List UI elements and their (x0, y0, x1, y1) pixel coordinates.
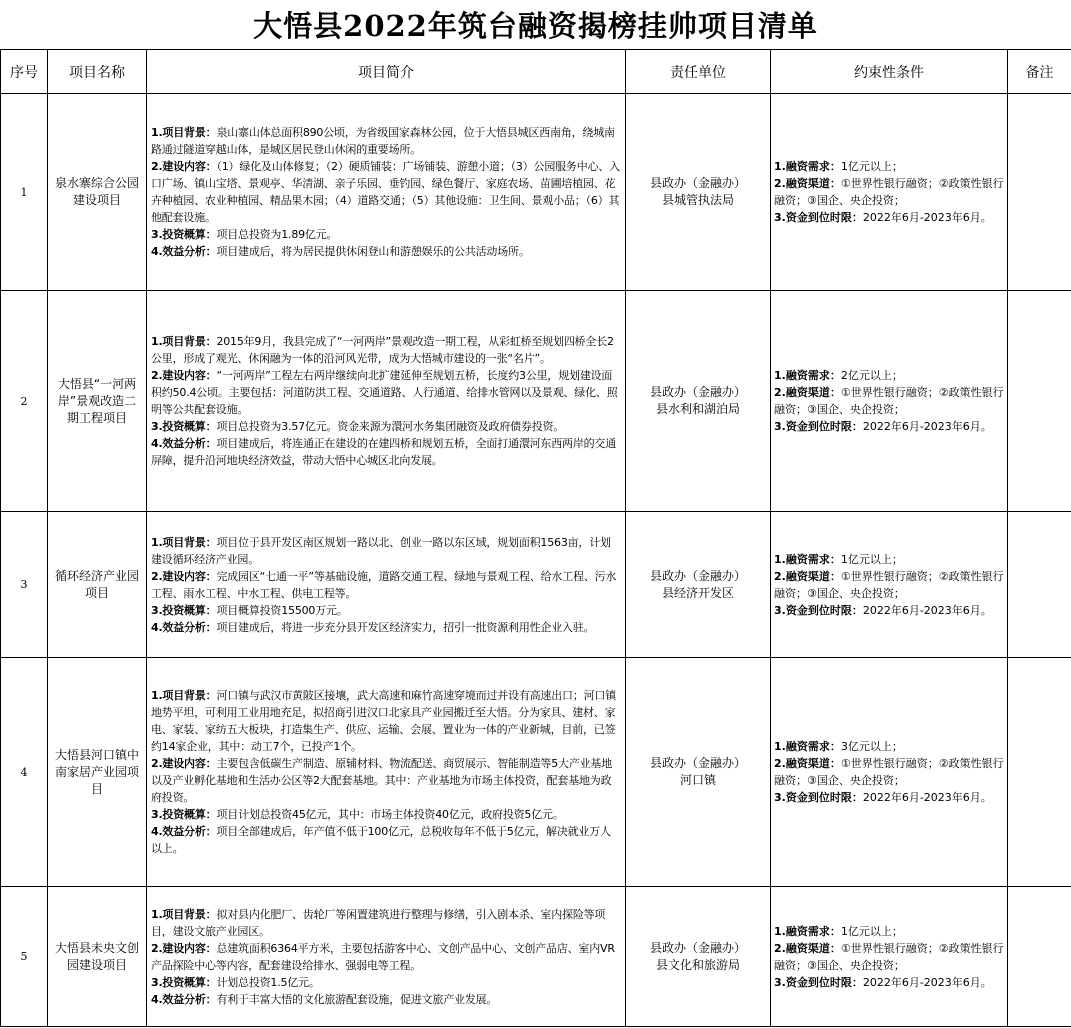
cell-note (1008, 658, 1071, 887)
unit-line: 县经济开发区 (661, 585, 734, 600)
constraint-text: 2022年6月-2023年6月。 (862, 211, 992, 224)
cell-constraint (771, 658, 1008, 887)
intro-paragraph (151, 243, 621, 260)
intro-text: “一河两岸”工程左右两岸继续向北扩建延伸至规划五桥，长度约3公里，规划建设面积约50.4公顷。主要包括：河道防洪工程、交通道路、人行通道、给排水管网以及景观、绿化、照明等公共配套设施。 (151, 369, 618, 416)
cell-note (1008, 94, 1071, 291)
intro-text: 完成园区“七通一平”等基础设施，道路交通工程、绿地与景观工程、给水工程、污水工程、雨水工程、中水工程、供电工程等。 (151, 569, 617, 600)
intro-key: 3.投资概算： (151, 975, 217, 989)
intro-text: 项目总投资为3.57亿元。资金来源为澴河水务集团融资及政府债券投资。 (216, 420, 565, 433)
intro-key: 2.建设内容： (151, 569, 217, 583)
constraint-paragraph (774, 940, 1004, 974)
cell-seq: 4 (1, 658, 48, 887)
constraint-text: ①世界性银行融资；②政策性银行融资；③国企、央企投资； (774, 757, 1004, 787)
cell-responsible-unit (626, 94, 771, 291)
intro-paragraph (151, 906, 621, 940)
unit-line: 县政办（金融办） (649, 176, 746, 190)
intro-text: 计划总投资1.5亿元。 (216, 975, 320, 989)
cell-project-name: 大悟县河口镇中南家居产业园项目 (48, 658, 147, 887)
cell-project-intro (147, 94, 626, 291)
intro-text: 项目概算投资15500万元。 (216, 603, 348, 617)
cell-project-intro (147, 291, 626, 512)
intro-text: 2015年9月，我县完成了“一河两岸”景观改造一期工程，从彩虹桥至规划四桥全长2公里，形成了观光、休闲融为一体的沿河风光带，成为大悟城市建设的一张“名片”。 (151, 335, 614, 365)
intro-key: 4.效益分析： (151, 992, 217, 1006)
intro-paragraph (151, 158, 621, 226)
intro-text: 有利于丰富大悟的文化旅游配套设施，促进文旅产业发展。 (216, 992, 498, 1006)
intro-key: 3.投资概算： (151, 228, 217, 241)
intro-key: 3.投资概算： (151, 808, 217, 821)
intro-paragraph (151, 367, 621, 418)
cell-project-intro (147, 512, 626, 658)
constraint-paragraph (774, 789, 1004, 806)
constraint-text: 1亿元以上； (840, 924, 903, 938)
cell-project-name: 循环经济产业园项目 (48, 512, 147, 658)
table-row (1, 887, 1071, 1027)
intro-text: 项目位于县开发区南区规划一路以北、创业一路以东区域，规划面积1563亩，计划建设循环经济产业园。 (151, 535, 611, 566)
constraint-text: 3亿元以上； (840, 740, 903, 753)
intro-paragraph (151, 755, 621, 806)
table-row (1, 291, 1071, 512)
constraint-paragraph (774, 755, 1004, 789)
constraint-text: 1亿元以上； (840, 552, 903, 566)
cell-responsible-unit (626, 291, 771, 512)
cell-responsible-unit (626, 658, 771, 887)
cell-responsible-unit (626, 887, 771, 1027)
constraint-key: 2.融资渠道： (774, 569, 841, 583)
intro-text: 项目全部建成后，年产值不低于100亿元，总税收每年不低于5亿元，解决就业万人以上。 (151, 825, 611, 855)
unit-line: 县文化和旅游局 (655, 957, 740, 972)
intro-key: 3.投资概算： (151, 420, 217, 433)
constraint-paragraph (774, 367, 1004, 384)
project-table (0, 49, 1071, 1027)
unit-line: 县城管执法局 (661, 193, 734, 207)
constraint-text: 2亿元以上； (840, 369, 903, 382)
intro-key: 4.效益分析： (151, 825, 217, 838)
intro-paragraph (151, 435, 621, 469)
intro-key: 1.项目背景： (151, 335, 217, 348)
intro-text: 拟对县内化肥厂、齿轮厂等闲置建筑进行整理与修缮，引入剧本杀、室内探险等项目，建设文旅产业园区。 (151, 907, 606, 938)
cell-constraint (771, 94, 1008, 291)
unit-line: 县政办（金融办） (649, 756, 746, 770)
intro-key: 4.效益分析： (151, 245, 217, 258)
constraint-paragraph (774, 568, 1004, 602)
intro-paragraph (151, 619, 621, 636)
intro-paragraph (151, 226, 621, 243)
cell-constraint (771, 887, 1008, 1027)
intro-paragraph (151, 940, 621, 974)
intro-text: 项目建成后，将进一步充分县开发区经济实力，招引一批资源利用性企业入驻。 (216, 620, 595, 634)
table-row (1, 658, 1071, 887)
intro-paragraph (151, 974, 621, 991)
constraint-key: 2.融资渠道： (774, 386, 841, 399)
intro-text: 项目总投资为1.89亿元。 (216, 228, 338, 241)
intro-paragraph (151, 687, 621, 755)
intro-text: 泉山寨山体总面积890公顷，为省级国家森林公园，位于大悟县城区西南角，绕城南路通过隧道穿越山体，是城区居民登山休闲的重要场所。 (151, 126, 615, 156)
intro-paragraph (151, 418, 621, 435)
intro-text: 项目建成后，将为居民提供休闲登山和游憩娱乐的公共活动场所。 (216, 245, 530, 258)
cell-project-name: 大悟县“一河两岸”景观改造二期工程项目 (48, 291, 147, 512)
intro-key: 1.项目背景： (151, 689, 217, 702)
constraint-paragraph (774, 551, 1004, 568)
intro-text: 总建筑面积6364平方米，主要包括游客中心、文创产品中心、文创产品店、室内VR产品探险中心等内容，配套建设给排水、强弱电等工程。 (151, 941, 615, 972)
intro-key: 1.项目背景： (151, 907, 217, 921)
intro-key: 2.建设内容： (151, 757, 217, 770)
header-intro: 项目简介 (147, 50, 626, 94)
intro-paragraph (151, 806, 621, 823)
cell-seq: 2 (1, 291, 48, 512)
constraint-text: ①世界性银行融资；②政策性银行融资；③国企、央企投资； (774, 386, 1004, 416)
cell-project-name: 泉水寨综合公园建设项目 (48, 94, 147, 291)
unit-line: 河口镇 (679, 773, 716, 787)
cell-seq: 5 (1, 887, 48, 1027)
constraint-paragraph (774, 158, 1004, 175)
cell-note (1008, 291, 1071, 512)
cell-note (1008, 887, 1071, 1027)
header-unit: 责任单位 (626, 50, 771, 94)
intro-paragraph (151, 991, 621, 1008)
header-name: 项目名称 (48, 50, 147, 94)
table-row (1, 512, 1071, 658)
intro-key: 2.建设内容： (151, 369, 217, 382)
constraint-paragraph (774, 384, 1004, 418)
intro-text: 河口镇与武汉市黄陂区接壤，武大高速和麻竹高速穿境而过并设有高速出口；河口镇地势平坦，可利用工业用地充足，拟招商引进汉口北家具产业园搬迁至大悟。分为家具、建材、家电、家装、家纺五大板块，打造集生产、供应、运输、会展、置业为一体的产业新城，目前，已签约14家企业，其中：动工7个，已投产1个。 (151, 689, 617, 753)
cell-responsible-unit (626, 512, 771, 658)
constraint-text: 2022年6月-2023年6月。 (862, 975, 992, 989)
intro-key: 3.投资概算： (151, 603, 217, 617)
cell-constraint (771, 512, 1008, 658)
constraint-key: 3.资金到位时限： (774, 975, 863, 989)
intro-text: 项目计划总投资45亿元，其中：市场主体投资40亿元，政府投资5亿元。 (216, 808, 564, 821)
constraint-key: 1.融资需求： (774, 160, 841, 173)
constraint-key: 2.融资渠道： (774, 757, 841, 770)
constraint-key: 2.融资渠道： (774, 941, 841, 955)
constraint-key: 3.资金到位时限： (774, 211, 863, 224)
constraint-paragraph (774, 602, 1004, 619)
intro-paragraph (151, 602, 621, 619)
page-title: 大悟县2022年筑台融资揭榜挂帅项目清单 (253, 9, 818, 43)
intro-paragraph (151, 568, 621, 602)
intro-key: 1.项目背景： (151, 126, 217, 139)
header-seq: 序号 (1, 50, 48, 94)
intro-text: 项目建成后，将连通正在建设的在建四桥和规划五桥，全面打通澴河东西两岸的交通屏障，提升沿河地块经济效益，带动大悟中心城区北向发展。 (151, 437, 617, 467)
constraint-key: 1.融资需求： (774, 924, 841, 938)
constraint-text: ①世界性银行融资；②政策性银行融资；③国企、央企投资； (774, 177, 1004, 207)
cell-seq: 1 (1, 94, 48, 291)
cell-project-name: 大悟县未央文创园建设项目 (48, 887, 147, 1027)
constraint-paragraph (774, 209, 1004, 226)
intro-key: 4.效益分析： (151, 620, 217, 634)
constraint-text: ①世界性银行融资；②政策性银行融资；③国企、央企投资； (774, 569, 1004, 600)
intro-key: 4.效益分析： (151, 437, 217, 450)
intro-key: 2.建设内容： (151, 941, 217, 955)
constraint-text: 2022年6月-2023年6月。 (862, 603, 992, 617)
constraint-key: 1.融资需求： (774, 740, 841, 753)
constraint-paragraph (774, 418, 1004, 435)
intro-text: 主要包含低碳生产制造、原辅材料、物流配送、商贸展示、智能制造等5大产业基地以及产业孵化基地和生活办公区等2大配套基地。其中：产业基地为市场主体投资，配套基地为政府投资。 (151, 757, 613, 804)
constraint-key: 1.融资需求： (774, 369, 841, 382)
cell-seq: 3 (1, 512, 48, 658)
cell-constraint (771, 291, 1008, 512)
intro-paragraph (151, 823, 621, 857)
constraint-key: 3.资金到位时限： (774, 791, 863, 804)
unit-line: 县政办（金融办） (649, 385, 746, 399)
constraint-key: 3.资金到位时限： (774, 420, 863, 433)
constraint-paragraph (774, 923, 1004, 940)
intro-key: 1.项目背景： (151, 535, 217, 549)
header-note: 备注 (1008, 50, 1071, 94)
constraint-text: 2022年6月-2023年6月。 (862, 791, 992, 804)
header-constraint: 约束性条件 (771, 50, 1008, 94)
intro-text: （1）绿化及山体修复；（2）硬质铺装：广场铺装、游憩小道；（3）公园服务中心、入口广场、镇山宝塔、景观亭、华清湖、亲子乐园、垂钓园、绿色餐厅、家庭农场、苗圃培植园、花卉种植园、农业种植园、精品果木园；（4）道路交通；（5）其他设施：卫生间、景观小品；（6）其他配套设施。 (151, 160, 620, 224)
constraint-paragraph (774, 974, 1004, 991)
constraint-paragraph (774, 738, 1004, 755)
intro-paragraph (151, 534, 621, 568)
constraint-key: 2.融资渠道： (774, 177, 841, 190)
unit-line: 县水利和湖泊局 (655, 402, 740, 416)
constraint-paragraph (774, 175, 1004, 209)
intro-paragraph (151, 124, 621, 158)
unit-line: 县政办（金融办） (649, 940, 746, 955)
constraint-text: ①世界性银行融资；②政策性银行融资；③国企、央企投资； (774, 941, 1004, 972)
table-row (1, 94, 1071, 291)
constraint-text: 2022年6月-2023年6月。 (862, 420, 992, 433)
constraint-key: 1.融资需求： (774, 552, 841, 566)
cell-project-intro (147, 658, 626, 887)
intro-paragraph (151, 333, 621, 367)
unit-line: 县政办（金融办） (649, 568, 746, 583)
header-row (1, 50, 1071, 94)
cell-project-intro (147, 887, 626, 1027)
constraint-key: 3.资金到位时限： (774, 603, 863, 617)
constraint-text: 1亿元以上； (840, 160, 903, 173)
intro-key: 2.建设内容： (151, 160, 217, 173)
cell-note (1008, 512, 1071, 658)
